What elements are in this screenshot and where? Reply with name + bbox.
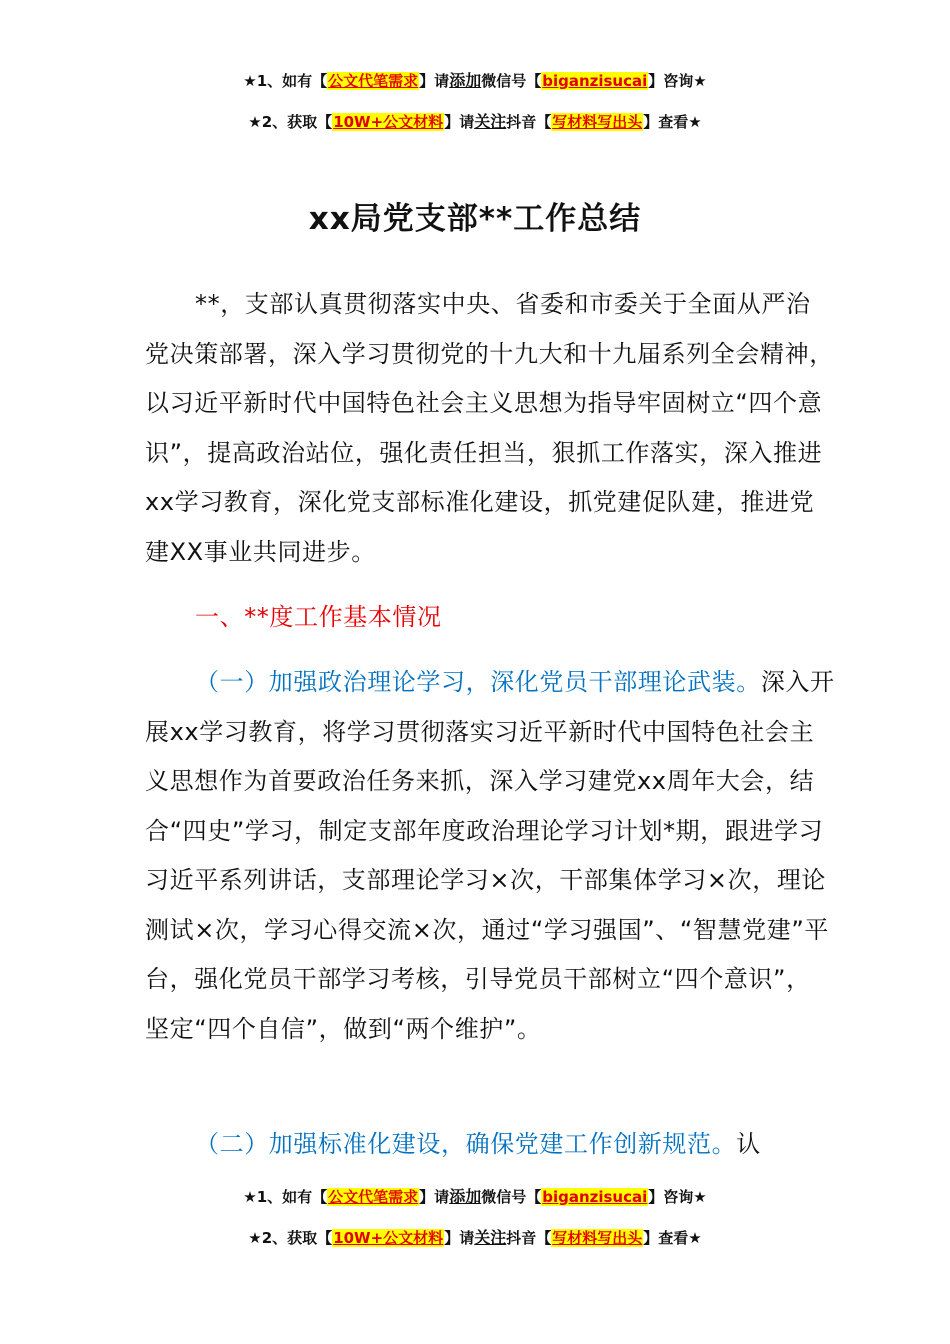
bottom-banner-line-1 xyxy=(0,1187,950,1207)
banner-suffix: 】咨询★ xyxy=(648,72,707,90)
subsection-heading: （二）加强标准化建设，确保党建工作创新规范。 xyxy=(195,1130,737,1158)
banner-highlight-link[interactable]: 公文代笔需求 xyxy=(328,1188,419,1206)
banner-emphasis: 添加 xyxy=(449,1187,482,1206)
banner-douyin-link[interactable]: 写材料写出头 xyxy=(552,1229,643,1247)
banner-wechat-id-link[interactable]: biganzisucai xyxy=(542,72,648,90)
banner-text: 微信号【 xyxy=(481,1188,542,1206)
document-body xyxy=(145,280,835,577)
document-title: xx局党支部**工作总结 xyxy=(308,201,642,237)
banner-suffix: 】查看★ xyxy=(643,113,702,131)
bottom-banner-line-2 xyxy=(0,1228,950,1248)
banner-highlight-link[interactable]: 公文代笔需求 xyxy=(328,72,419,90)
banner-text: 微信号【 xyxy=(481,72,542,90)
subsection-heading: （一）加强政治理论学习，深化党员干部理论武装。 xyxy=(195,668,761,696)
banner-text: 抖音【 xyxy=(506,1229,552,1247)
banner-emphasis: 关注 xyxy=(474,1228,507,1247)
banner-suffix: 】查看★ xyxy=(643,1229,702,1247)
section-heading: 一、**度工作基本情况 xyxy=(195,603,442,631)
banner-highlight-link[interactable]: 10W+公文材料 xyxy=(333,1229,444,1247)
top-banner-line-1 xyxy=(0,71,950,91)
subsection-2 xyxy=(145,1120,835,1170)
section-1 xyxy=(145,593,835,643)
banner-suffix: 】咨询★ xyxy=(648,1188,707,1206)
banner-highlight-link[interactable]: 10W+公文材料 xyxy=(333,113,444,131)
banner-prefix: ★1、如有【 xyxy=(243,1188,328,1206)
subsection-body: 认 xyxy=(736,1130,761,1158)
banner-wechat-id-link[interactable]: biganzisucai xyxy=(542,1188,648,1206)
subsection-1 xyxy=(145,658,835,1054)
banner-text: 】请 xyxy=(419,72,450,90)
intro-paragraph: **，支部认真贯彻落实中央、省委和市委关于全面从严治党决策部署，深入学习贯彻党的十九大和十九届系列全会精神，以习近平新时代中国特色社会主义思想为指导牢固树立“四个意识”，提高政治站位，强化责任担当，狠抓工作落实，深入推进xx学习教育，深化党支部标准化建设，抓党建促队建，推进党建XX事业共同进步。 xyxy=(145,290,834,566)
banner-text: 】请 xyxy=(444,1229,475,1247)
banner-emphasis: 添加 xyxy=(449,71,482,90)
banner-douyin-link[interactable]: 写材料写出头 xyxy=(552,113,643,131)
banner-text: 抖音【 xyxy=(506,113,552,131)
banner-text: 】请 xyxy=(444,113,475,131)
banner-emphasis: 关注 xyxy=(474,112,507,131)
banner-prefix: ★2、获取【 xyxy=(248,1229,333,1247)
top-banner-line-2 xyxy=(0,112,950,132)
banner-prefix: ★1、如有【 xyxy=(243,72,328,90)
subsection-body: 深入开展xx学习教育，将学习贯彻落实习近平新时代中国特色社会主义思想作为首要政治任务来抓，深入学习建党xx周年大会，结合“四史”学习，制定支部年度政治理论学习计划*期，跟进学习习近平系列讲话，支部理论学习×次，干部集体学习×次，理论测试×次，学习心得交流×次，通过“学习强国”、“智慧党建”平台，强化党员干部学习考核，引导党员干部树立“四个意识”，坚定“四个自信”，做到“两个维护”。 xyxy=(145,668,835,1043)
banner-prefix: ★2、获取【 xyxy=(248,113,333,131)
banner-text: 】请 xyxy=(419,1188,450,1206)
